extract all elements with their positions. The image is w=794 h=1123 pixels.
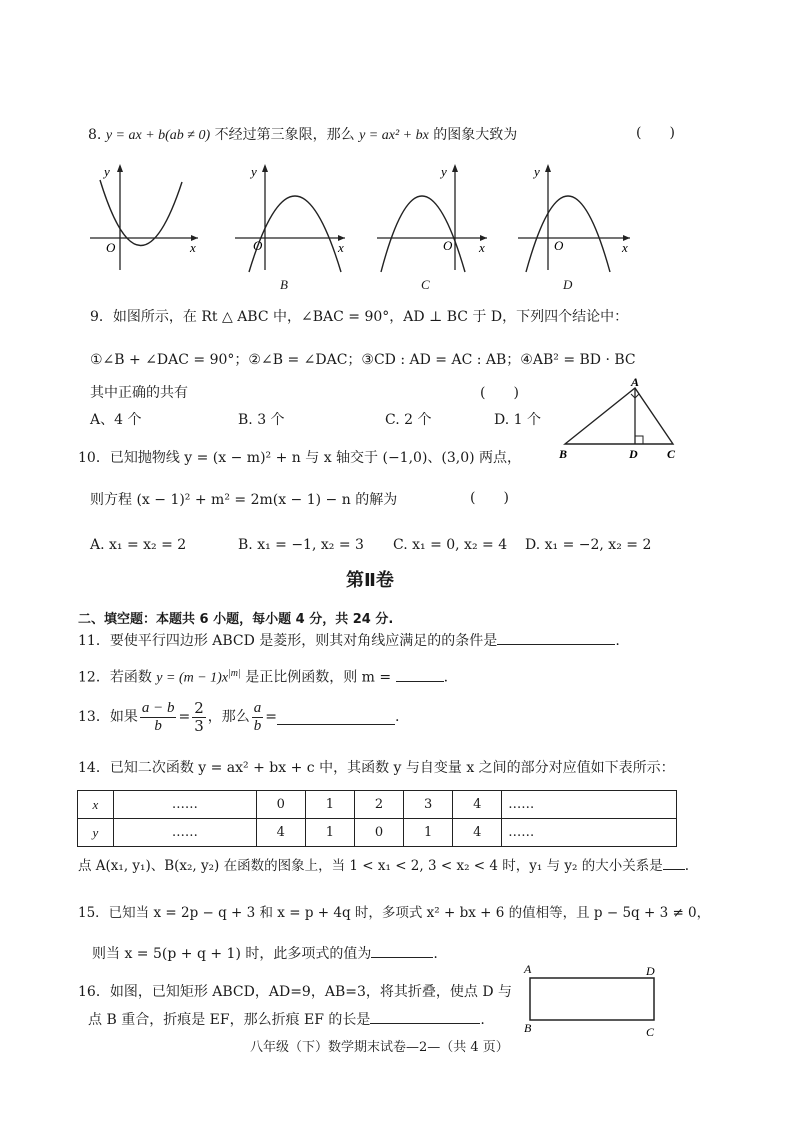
- q10-option-b: B. x₁ = −1, x₂ = 3: [238, 537, 364, 553]
- q9-option-d: D. 1 个: [494, 412, 541, 428]
- q16-vertex-d: D: [646, 964, 655, 978]
- q8-graph-d-label: D: [563, 277, 573, 292]
- q13-text: 13．如果 $\frac{a - b}{b}$ = $\frac{2}{3}$ ，那么 $\frac{a}{b}$ = .: [78, 699, 400, 736]
- q8-graph-c-label: C: [421, 277, 430, 292]
- q8-graph-b: [235, 160, 355, 290]
- q8-graph-c-x-label: x: [479, 240, 485, 255]
- q8-graph-d-y-label: y: [534, 164, 540, 179]
- q8-graph-c: [375, 160, 495, 290]
- q12-answer-blank[interactable]: [396, 681, 444, 682]
- q11-answer-blank[interactable]: [497, 644, 615, 645]
- q8-graph-d: [518, 160, 638, 290]
- q11-text: 11．要使平行四边形 ABCD 是菱形，则其对角线应满足的的条件是 .: [78, 633, 620, 649]
- q9-option-a: A、4 个: [90, 412, 142, 428]
- q8-graph-b-label: B: [280, 277, 288, 292]
- table-row: y …… 4 1 0 1 4 ……: [78, 819, 677, 847]
- q10-ask: 则方程 (x − 1)² + m² = 2m(x − 1) − n 的解为: [90, 492, 398, 508]
- q8-graph-d-origin: O: [554, 238, 564, 253]
- q16-line2: 点 B 重合，折痕是 EF，那么折痕 EF 的长是 .: [88, 1012, 485, 1028]
- q9-vertex-c: C: [667, 447, 676, 461]
- q9-stem: 9．如图所示，在 Rt △ ABC 中，∠BAC = 90°，AD ⊥ BC 于 D，下列四个结论中：: [90, 309, 629, 325]
- q9-triangle-figure: [555, 374, 685, 462]
- q9-conditions: ①∠B + ∠DAC = 90°；②∠B = ∠DAC；③CD : AD = AC : AB；④AB² = BD · BC: [90, 352, 636, 368]
- q15-answer-blank[interactable]: [371, 957, 433, 958]
- q14-answer-blank[interactable]: [663, 869, 685, 870]
- q8-graph-a-x-label: x: [190, 240, 196, 255]
- q8-graph-d-x-label: x: [622, 240, 628, 255]
- q15-line2: 则当 x = 5(p + q + 1) 时，此多项式的值为 .: [92, 946, 438, 962]
- q9-vertex-b: B: [559, 447, 568, 461]
- q13-answer-blank[interactable]: [277, 724, 395, 725]
- q10-option-d: D. x₁ = −2, x₂ = 2: [525, 537, 652, 553]
- q9-vertex-a: A: [631, 375, 640, 389]
- q16-answer-blank[interactable]: [370, 1023, 480, 1024]
- q10-stem: 10．已知抛物线 y = (x − m)² + n 与 x 轴交于 (−1,0)、(3,0) 两点，: [78, 450, 522, 466]
- q13-fraction-2: $\frac{2}{3}$: [194, 699, 204, 736]
- q12-text: 12．若函数 $y = (m - 1)x^{|m|}$ 是正比例函数，则 m = .: [78, 668, 449, 686]
- q10-answer-paren: ( ): [470, 490, 509, 506]
- q8-graph-a-origin: O: [106, 240, 116, 255]
- q8-graph-b-x-label: x: [338, 240, 344, 255]
- q10-option-c: C. x₁ = 0, x₂ = 4: [393, 537, 508, 553]
- section-title: 第Ⅱ卷: [346, 570, 394, 591]
- q9-option-c: C. 2 个: [385, 412, 432, 428]
- q14-tail: 点 A(x₁, y₁)、B(x₂, y₂) 在函数的图象上，当 1 < x₁ < 2, 3 < x₂ < 4 时，y₁ 与 y₂ 的大小关系是 .: [78, 858, 690, 874]
- q14-stem: 14．已知二次函数 y = ax² + bx + c 中，其函数 y 与自变量 x 之间的部分对应值如下表所示：: [78, 760, 675, 776]
- q8-graph-c-origin: O: [443, 238, 453, 253]
- q8-graph-a: [90, 160, 205, 290]
- q14-value-table: [77, 790, 677, 847]
- q10-option-a: A. x₁ = x₂ = 2: [90, 537, 187, 553]
- q13-fraction-3: $\frac{a}{b}$: [253, 700, 262, 735]
- q13-fraction-1: $\frac{a - b}{b}$: [141, 700, 175, 735]
- q9-option-b: B. 3 个: [238, 412, 285, 428]
- q16-vertex-c: C: [646, 1025, 655, 1039]
- q8-stem: 8. y = ax + b(ab ≠ 0) 不经过第三象限，那么 y = ax² + bx 的图象大致为: [88, 127, 518, 143]
- q16-vertex-b: B: [524, 1021, 532, 1035]
- q16-rectangle-figure: [520, 960, 670, 1040]
- q8-graph-b-y-label: y: [251, 164, 257, 179]
- q16-vertex-a: A: [524, 962, 532, 976]
- q16-line1: 16．如图，已知矩形 ABCD，AD=9，AB=3，将其折叠，使点 D 与: [78, 984, 512, 1000]
- q9-vertex-d: D: [629, 447, 638, 461]
- page-footer: 八年级（下）数学期末试卷—2—（共 4 页）: [250, 1040, 509, 1055]
- section2-header: 二、填空题：本题共 6 小题，每小题 4 分，共 24 分.: [78, 612, 394, 627]
- q8-graph-b-origin: O: [253, 238, 263, 253]
- q8-graph-c-y-label: y: [441, 164, 447, 179]
- table-row: x …… 0 1 2 3 4 ……: [78, 791, 677, 819]
- q15-line1: 15．已知当 x = 2p − q + 3 和 x = p + 4q 时，多项式 x² + bx + 6 的值相等，且 p − 5q + 3 ≠ 0，: [78, 905, 711, 921]
- q8-graph-a-y-label: y: [104, 164, 110, 179]
- q9-ask: 其中正确的共有: [90, 385, 188, 401]
- q8-answer-paren: ( ): [636, 125, 675, 141]
- q9-answer-paren: ( ): [480, 385, 519, 401]
